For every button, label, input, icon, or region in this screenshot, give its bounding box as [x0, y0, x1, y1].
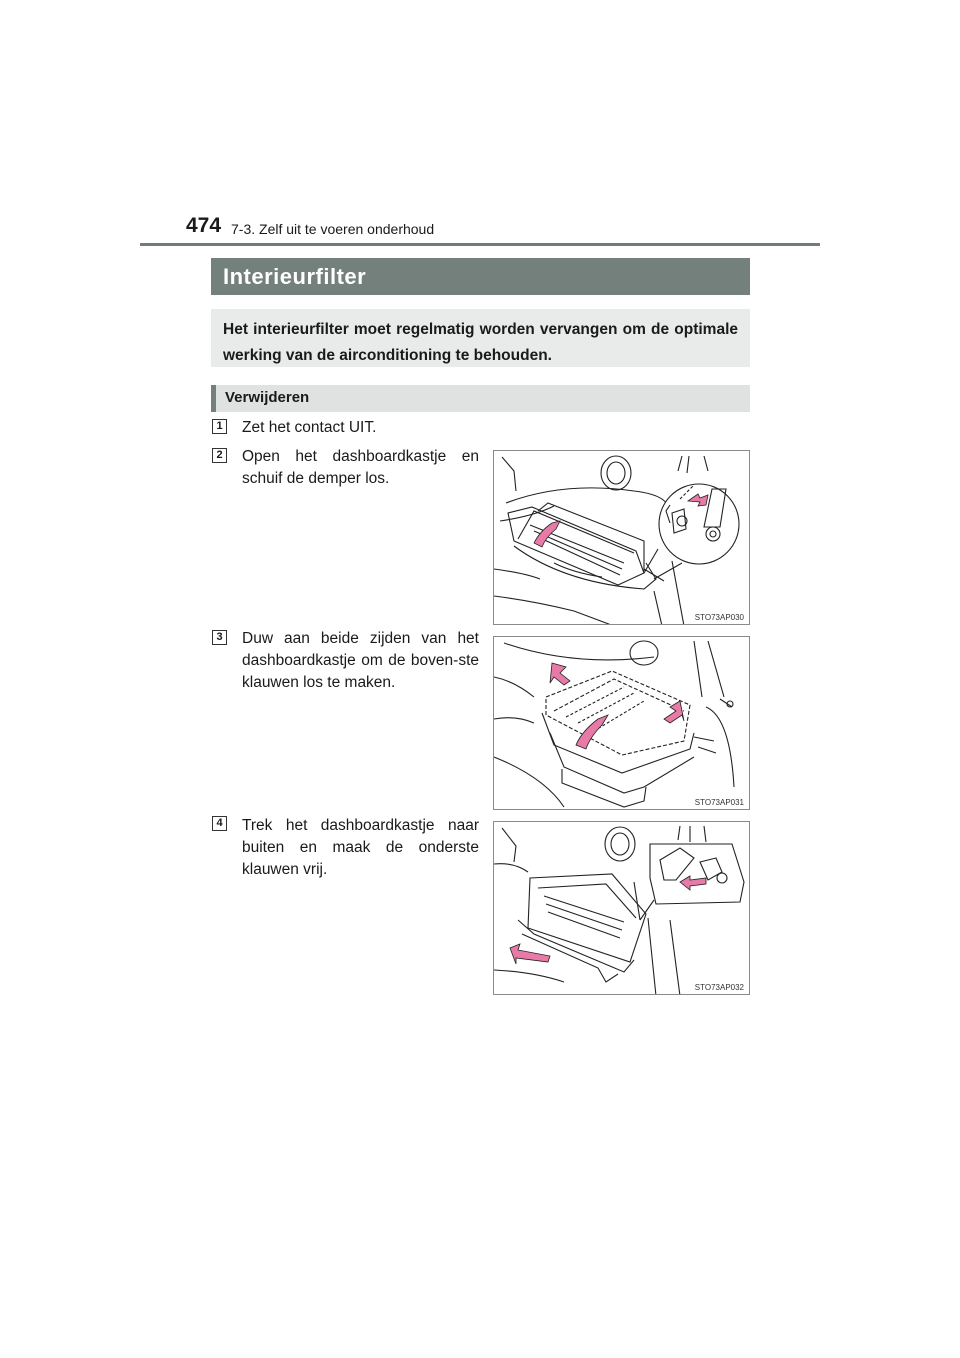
glovebox-pull-drawing — [494, 822, 750, 995]
illustration-glovebox-pull — [493, 821, 750, 995]
illustration-glovebox-open — [493, 450, 750, 625]
glovebox-press-drawing — [494, 637, 750, 810]
arrow-pull-out — [510, 944, 550, 964]
arrow-down-glovebox — [576, 715, 608, 749]
subsection-title: Verwijderen — [225, 389, 310, 406]
step-text-3: Duw aan beide zijden van het dashboardkastje om de boven-ste klauwen los te maken. — [242, 630, 479, 691]
arrow-right-claw — [664, 701, 684, 723]
figure-code: STO73AP031 — [694, 798, 744, 807]
glovebox-open-drawing — [494, 451, 750, 625]
intro-box — [211, 309, 750, 367]
subsection-accent — [211, 385, 216, 412]
step-text-1: Zet het contact UIT. — [242, 419, 377, 436]
step-number-4: 4 — [212, 816, 227, 831]
figure-code: STO73AP030 — [694, 613, 744, 622]
arrow-left-claw — [550, 663, 570, 685]
illustration-glovebox-press — [493, 636, 750, 810]
header-rule — [140, 243, 820, 246]
section-title: Interieurfilter — [223, 264, 367, 289]
figure-code: STO73AP032 — [694, 983, 744, 992]
step-text-2: Open het dashboardkastje en schuif de demper los. — [242, 448, 479, 487]
intro-text: Het interieurfilter moet regelmatig worden vervangen om de optimale werking van de airconditioning te behouden. — [223, 321, 738, 364]
page-number: 474 — [186, 214, 222, 237]
section-reference: 7-3. Zelf uit te voeren onderhoud — [231, 221, 435, 237]
step-number-3: 3 — [212, 630, 227, 645]
step-number-1: 1 — [212, 419, 227, 434]
subsection-bar — [211, 385, 750, 412]
arrow-down-glovebox — [534, 521, 560, 547]
step-text-4: Trek het dashboardkastje naar buiten en maak de onderste klauwen vrij. — [242, 817, 479, 878]
section-title-bar — [211, 258, 750, 295]
step-number-2: 2 — [212, 448, 227, 463]
